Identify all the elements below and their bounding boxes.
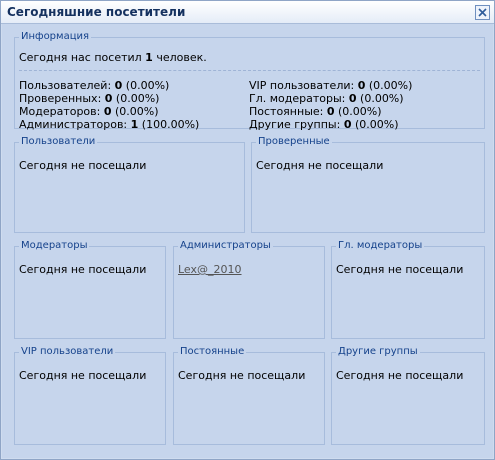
- group-verified-legend: Проверенные: [258, 136, 330, 147]
- stat-verified: Проверенных: 0 (0.00%): [19, 92, 160, 105]
- group-users-text: Сегодня не посещали: [19, 159, 147, 172]
- visitors-summary: Сегодня нас посетил 1 человек.: [19, 51, 207, 64]
- stat-moderators: Модераторов: 0 (0.00%): [19, 105, 159, 118]
- group-verified: [251, 136, 485, 233]
- group-users: [14, 136, 245, 233]
- window-title: Сегодняшние посетители: [7, 5, 186, 19]
- stat-users: Пользователей: 0 (0.00%): [19, 79, 170, 92]
- group-regular-legend: Постоянные: [180, 346, 245, 357]
- group-regular: [173, 346, 325, 445]
- group-other-text: Сегодня не посещали: [336, 369, 464, 382]
- group-vip-text: Сегодня не посещали: [19, 369, 147, 382]
- group-chief-moderators-legend: Гл. модераторы: [338, 240, 423, 251]
- stat-admins: Администраторов: 1 (100.00%): [19, 118, 200, 131]
- info-legend: Информация: [21, 31, 90, 42]
- close-icon: [476, 6, 489, 19]
- group-moderators: [14, 240, 166, 339]
- group-other-legend: Другие группы: [338, 346, 418, 357]
- stats-left: [19, 79, 199, 131]
- stat-chief-moderators: Гл. модераторы: 0 (0.00%): [249, 92, 404, 105]
- group-chief-moderators: [331, 240, 485, 339]
- stat-vip: VIP пользователи: 0 (0.00%): [249, 79, 413, 92]
- group-admins-legend: Администраторы: [180, 240, 271, 251]
- window-content: [2, 24, 493, 458]
- info-divider: [19, 70, 480, 71]
- group-users-legend: Пользователи: [21, 136, 96, 147]
- group-moderators-legend: Модераторы: [21, 240, 88, 251]
- group-admins: [173, 240, 325, 339]
- group-regular-text: Сегодня не посещали: [178, 369, 306, 382]
- group-chief-moderators-text: Сегодня не посещали: [336, 263, 464, 276]
- stat-regular: Постоянные: 0 (0.00%): [249, 105, 382, 118]
- stats-right: [249, 79, 412, 131]
- info-box: [14, 31, 485, 129]
- admin-user-entry: [178, 263, 242, 276]
- group-vip-legend: VIP пользователи: [21, 346, 114, 357]
- stat-other: Другие группы: 0 (0.00%): [249, 118, 399, 131]
- group-vip: [14, 346, 166, 445]
- admin-user-link[interactable]: Lex@_2010: [178, 263, 242, 276]
- group-other: [331, 346, 485, 445]
- group-moderators-text: Сегодня не посещали: [19, 263, 147, 276]
- title-bar: [1, 1, 494, 24]
- close-button[interactable]: [475, 5, 490, 20]
- group-verified-text: Сегодня не посещали: [256, 159, 384, 172]
